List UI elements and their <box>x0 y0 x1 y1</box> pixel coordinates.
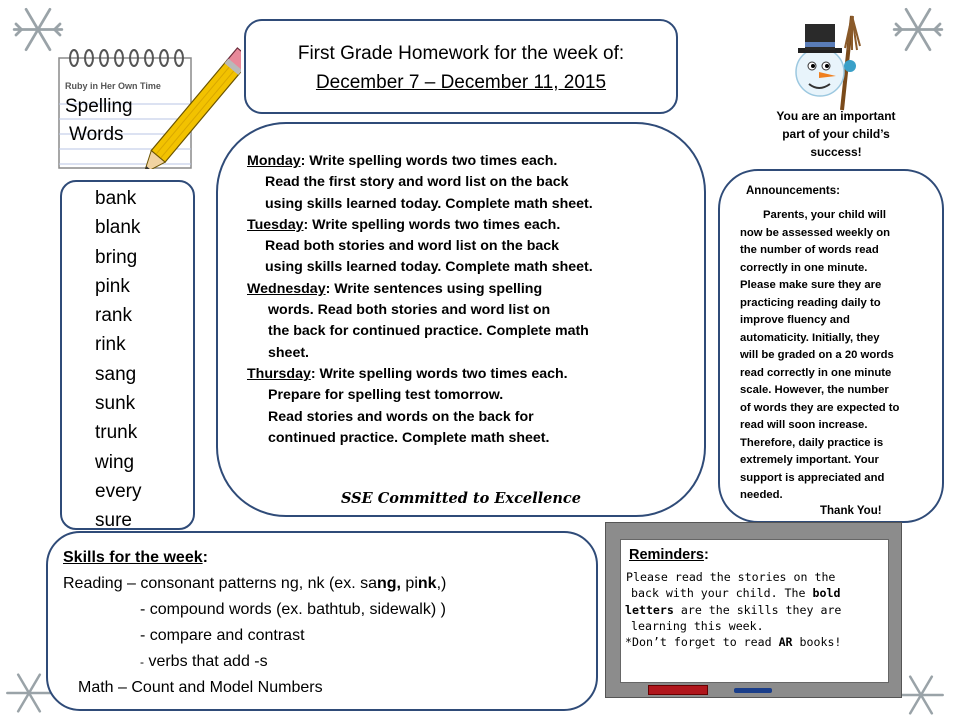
verbs-dash: - <box>140 655 144 669</box>
announcement-line: practicing reading daily to <box>740 296 881 309</box>
snowman-caption <box>748 107 924 161</box>
snowflake-icon <box>896 670 946 720</box>
page-title: First Grade Homework for the week of: <box>297 43 625 64</box>
tuesday-line2: Read both stories and word list on the back <box>265 238 560 255</box>
announcement-line: read correctly in one minute <box>740 366 892 379</box>
spelling-word: rank <box>95 305 132 327</box>
announcement-line: now be assessed weekly on <box>740 226 891 239</box>
spelling-word: pink <box>95 275 130 297</box>
tuesday-line3: using skills learned today. Complete math sheet. <box>265 259 593 276</box>
announcements-heading: Announcements: <box>746 185 840 197</box>
spelling-word: wing <box>95 451 135 473</box>
snowman-icon <box>790 8 880 113</box>
homework-text <box>247 151 593 449</box>
announcement-line: needed. <box>740 489 783 501</box>
skills-heading-colon: : <box>202 549 208 566</box>
spelling-notebook <box>56 44 241 169</box>
spelling-word: blank <box>95 217 141 239</box>
wednesday-line2: words. Read both stories and word list on <box>268 302 551 319</box>
reminders-line3: are the skills they are <box>680 602 842 617</box>
announcement-line: read will soon increase. <box>740 419 868 431</box>
announcement-line: automaticity. Initially, they <box>740 331 880 344</box>
caption-line3: success! <box>810 145 862 159</box>
monday-line2: Read the first story and word list on the back <box>265 174 569 191</box>
reminders-heading <box>629 547 709 563</box>
announcement-line: the number of words read <box>740 244 879 256</box>
caption-line2: part of your child’s <box>782 127 890 141</box>
notebook-brand: Ruby in Her Own Time <box>65 81 161 91</box>
reading-bold-nk: nk <box>417 575 437 592</box>
spelling-word: every <box>95 480 142 502</box>
spelling-word-list <box>95 184 141 536</box>
spelling-word: bring <box>95 246 138 268</box>
header-box <box>244 19 678 114</box>
spelling-word: sunk <box>95 393 136 415</box>
notebook-title-line1: Spelling <box>65 96 133 117</box>
reminders-ar: AR <box>778 635 793 650</box>
thursday-line1: : Write spelling words two times each. <box>310 365 568 382</box>
wednesday-label: Wednesday <box>247 280 326 297</box>
spelling-words-box <box>60 180 195 530</box>
announcement-line: scale. However, the number <box>740 384 889 396</box>
reminders-bold-word: bold <box>812 586 841 601</box>
homework-box <box>216 122 706 517</box>
thursday-line2: Prepare for spelling test tomorrow. <box>268 387 504 404</box>
tuesday-line1: : Write spelling words two times each. <box>303 216 561 233</box>
skills-compare-line: - compare and contrast <box>140 627 305 644</box>
reminders-line1: Please read the stories on the <box>626 570 836 584</box>
reminders-board <box>605 522 902 698</box>
caption-line1: You are an important <box>776 109 896 123</box>
skills-heading-text: Skills for the week <box>63 549 203 566</box>
eraser-icon <box>648 685 708 695</box>
wednesday-line3: the back for continued practice. Complete math <box>268 323 589 340</box>
announcement-line: of words they are expected to <box>740 401 900 414</box>
announcement-line: will be graded on a 20 words <box>740 349 894 361</box>
skills-heading <box>63 549 208 567</box>
reminders-line5c: books! <box>799 635 842 650</box>
reminders-heading-text: Reminders <box>629 547 704 563</box>
reminders-line4: learning this week. <box>631 618 764 633</box>
week-dates: December 7 – December 11, 2015 <box>315 72 607 93</box>
spelling-word: trunk <box>95 422 138 444</box>
tuesday-label: Tuesday <box>247 216 304 233</box>
notebook-title-line2: Words <box>69 124 124 145</box>
wednesday-line1: : Write sentences using spelling <box>325 280 543 297</box>
spelling-word: sure <box>95 510 132 532</box>
thursday-line4: continued practice. Complete math sheet. <box>268 429 550 446</box>
announcement-line: extremely important. Your <box>740 454 879 466</box>
skills-compound-line: - compound words (ex. bathtub, sidewalk) ) <box>140 601 446 618</box>
marker-icon <box>734 688 772 693</box>
reminders-line2: back with your child. The <box>631 586 806 601</box>
announcement-line: Therefore, daily practice is <box>740 436 884 449</box>
thursday-line3: Read stories and words on the back for <box>268 408 534 425</box>
skills-box <box>46 531 598 711</box>
snowflake-icon <box>888 2 948 57</box>
reminders-text <box>625 569 841 650</box>
reminders-bold-letters: letters <box>625 602 674 617</box>
verbs-text: verbs that add -s <box>148 653 268 670</box>
reading-suffix: ,) <box>436 575 447 592</box>
skills-verbs-line <box>140 653 268 671</box>
announcement-line: correctly in one minute. <box>740 261 868 274</box>
skills-reading-line <box>63 575 446 593</box>
reminders-line5a: *Don’t forget to read <box>625 635 772 650</box>
spelling-word: bank <box>95 188 137 209</box>
school-motto: SSE Committed to Excellence <box>341 490 581 507</box>
announcement-line: improve fluency and <box>740 314 850 326</box>
spelling-word: sang <box>95 363 137 385</box>
reading-mid: pi <box>400 575 418 592</box>
monday-line3: using skills learned today. Complete math sheet. <box>265 195 593 212</box>
reminders-heading-colon: : <box>703 547 709 563</box>
announcements-text <box>740 207 899 505</box>
thursday-label: Thursday <box>247 365 311 382</box>
announcement-line: Parents, your child will <box>763 209 887 221</box>
announcement-line: support is appreciated and <box>740 471 885 484</box>
reading-bold-ng: ng, <box>376 575 401 592</box>
announcement-line: Please make sure they are <box>740 279 882 291</box>
reminders-board-surface <box>620 539 889 683</box>
spelling-word: rink <box>95 334 126 356</box>
monday-label: Monday <box>247 153 301 169</box>
announcements-box <box>718 169 944 523</box>
monday-line1: : Write spelling words two times each. <box>300 153 558 169</box>
wednesday-line4: sheet. <box>268 344 310 361</box>
reading-prefix: Reading – consonant patterns ng, nk (ex. sa <box>63 575 377 592</box>
announcements-thanks: Thank You! <box>820 505 882 517</box>
skills-math-line: Math – Count and Model Numbers <box>78 679 323 696</box>
